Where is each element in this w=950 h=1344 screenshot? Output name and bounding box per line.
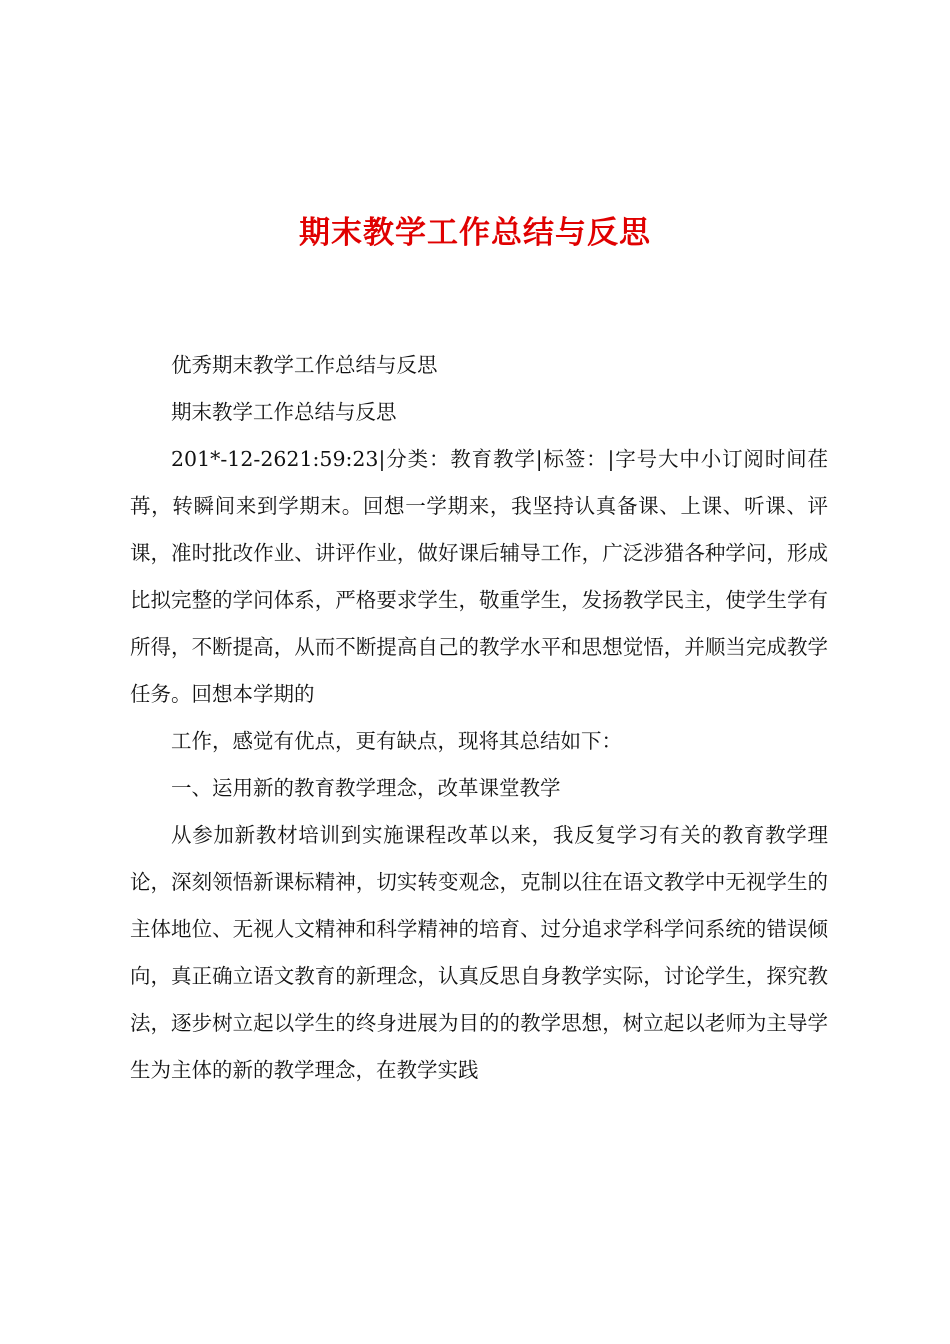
paragraph-section-1: 从参加新教材培训到实施课程改革以来，我反复学习有关的教育教学理论，深刻领悟新课标精神，切实转变观念，克制以往在语文教学中无视学生的主体地位、无视人文精神和科学精神的培育、过分追求学科学问系统的错误倾向，真正确立语文教育的新理念，认真反思自身教学实际，讨论学生，探究教法，逐步树立起以学生的终身进展为目的的教学思想，树立起以老师为主导学生为主体的新的教学理念，在教学实践 [130,823,828,1082]
section-heading-1: 一、运用新的教育教学理念，改革课堂教学 [171,776,561,800]
paragraph-subtitle: 优秀期末教学工作总结与反思 [171,353,438,377]
paragraph-intro: 201*-12-2621:59:23|分类：教育教学|标签：|字号大中小订阅时间荏苒，转瞬间来到学期末。回想一学期来，我坚持认真备课、上课、听课、评课，准时批改作业、讲评作业，做好课后辅导工作，广泛涉猎各种学问，形成比拟完整的学问体系，严格要求学生，敬重学生，发扬教学民主，使学生学有所得，不断提高，从而不断提高自己的教学水平和思想觉悟，并顺当完成教学任务。回想本学期的 [130,447,828,706]
document-body [130,342,828,1094]
paragraph-heading: 期末教学工作总结与反思 [171,400,397,424]
paragraph-summary-lead: 工作，感觉有优点，更有缺点，现将其总结如下： [171,729,622,753]
document-title: 期末教学工作总结与反思 [299,215,651,251]
